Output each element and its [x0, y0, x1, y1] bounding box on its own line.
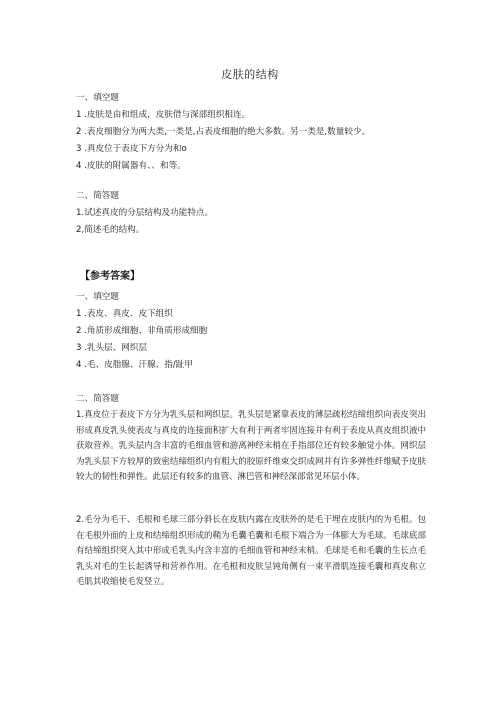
answer-3: 3 .乳头层、网织层	[76, 343, 148, 353]
answer-short-heading: 二、简答题	[76, 394, 119, 404]
answer-4: 4 .毛、皮脂腺、汗腺、指/趾甲	[76, 360, 193, 370]
answer-2: 2 .角质形成细胞、非角质形成细胞	[76, 326, 208, 336]
short-question-2: 2,简述毛的结构。	[76, 225, 145, 235]
question-2: 2 .表皮细胞分为两大类,一类是,占表皮细胞的绝大多数。另一类是,数量较少。	[76, 127, 371, 137]
answer-paragraph-2: 2.毛分为毛干、毛根和毛球三部分斜长在皮肤内露在皮肤外的是毛干埋在皮肤内的为毛根。包在毛根外面的上皮和结缔组织形成的鞘为毛囊毛囊和毛根下端合为一体膨大为毛球。毛球底部有结缔组织突入其中形成毛乳头内含丰富的毛细血管和神经末梢。毛球是毛和毛囊的生长点毛乳头对毛的生长起诱导和营养作用。在毛根和皮肤呈钝角侧有一束平滑肌连接毛囊和真皮称立毛肌其收缩使毛发竖立。	[76, 515, 426, 588]
fill-blank-heading: 一、填空题	[76, 93, 119, 103]
page-title: 皮肤的结构	[221, 68, 279, 81]
question-3: 3 .真皮位于表皮下方分为和o	[76, 144, 187, 154]
answer-1: 1 .表皮、真皮、皮下组织	[76, 309, 173, 319]
reference-answer-heading: 【参考答案】	[80, 271, 140, 282]
answer-paragraph-1: 1.真皮位于表皮下方分为乳头层和网织层。乳头层是紧靠表皮的薄层疏松结缔组织向表皮突出形成真皮乳头使表皮与真皮的连接面积扩大有利于两者牢固连接并有利于表皮从真皮组织液中获取营养。乳头层内含丰富的毛细血管和游离神经末梢在手指部位还有较多触觉小体。网织层为乳头层下方较厚的致密结缔组织内有粗大的胶原纤维束交织成网并有许多弹性纤维赋予皮肤较大的韧性和弹性。此层还有较多的血管、淋巴管和神经深部常见环层小体。	[76, 410, 426, 483]
short-question-1: 1.试述真皮的分层结构及功能特点。	[76, 208, 214, 218]
answer-fill-heading: 一、填空题	[76, 292, 119, 302]
question-1: 1 .皮肤是由和组成，皮肤借与深部组织相连。	[76, 110, 251, 120]
short-answer-heading: 二、简答题	[76, 191, 119, 201]
question-4: 4 .皮肤的附属器有、、和等。	[76, 161, 186, 171]
